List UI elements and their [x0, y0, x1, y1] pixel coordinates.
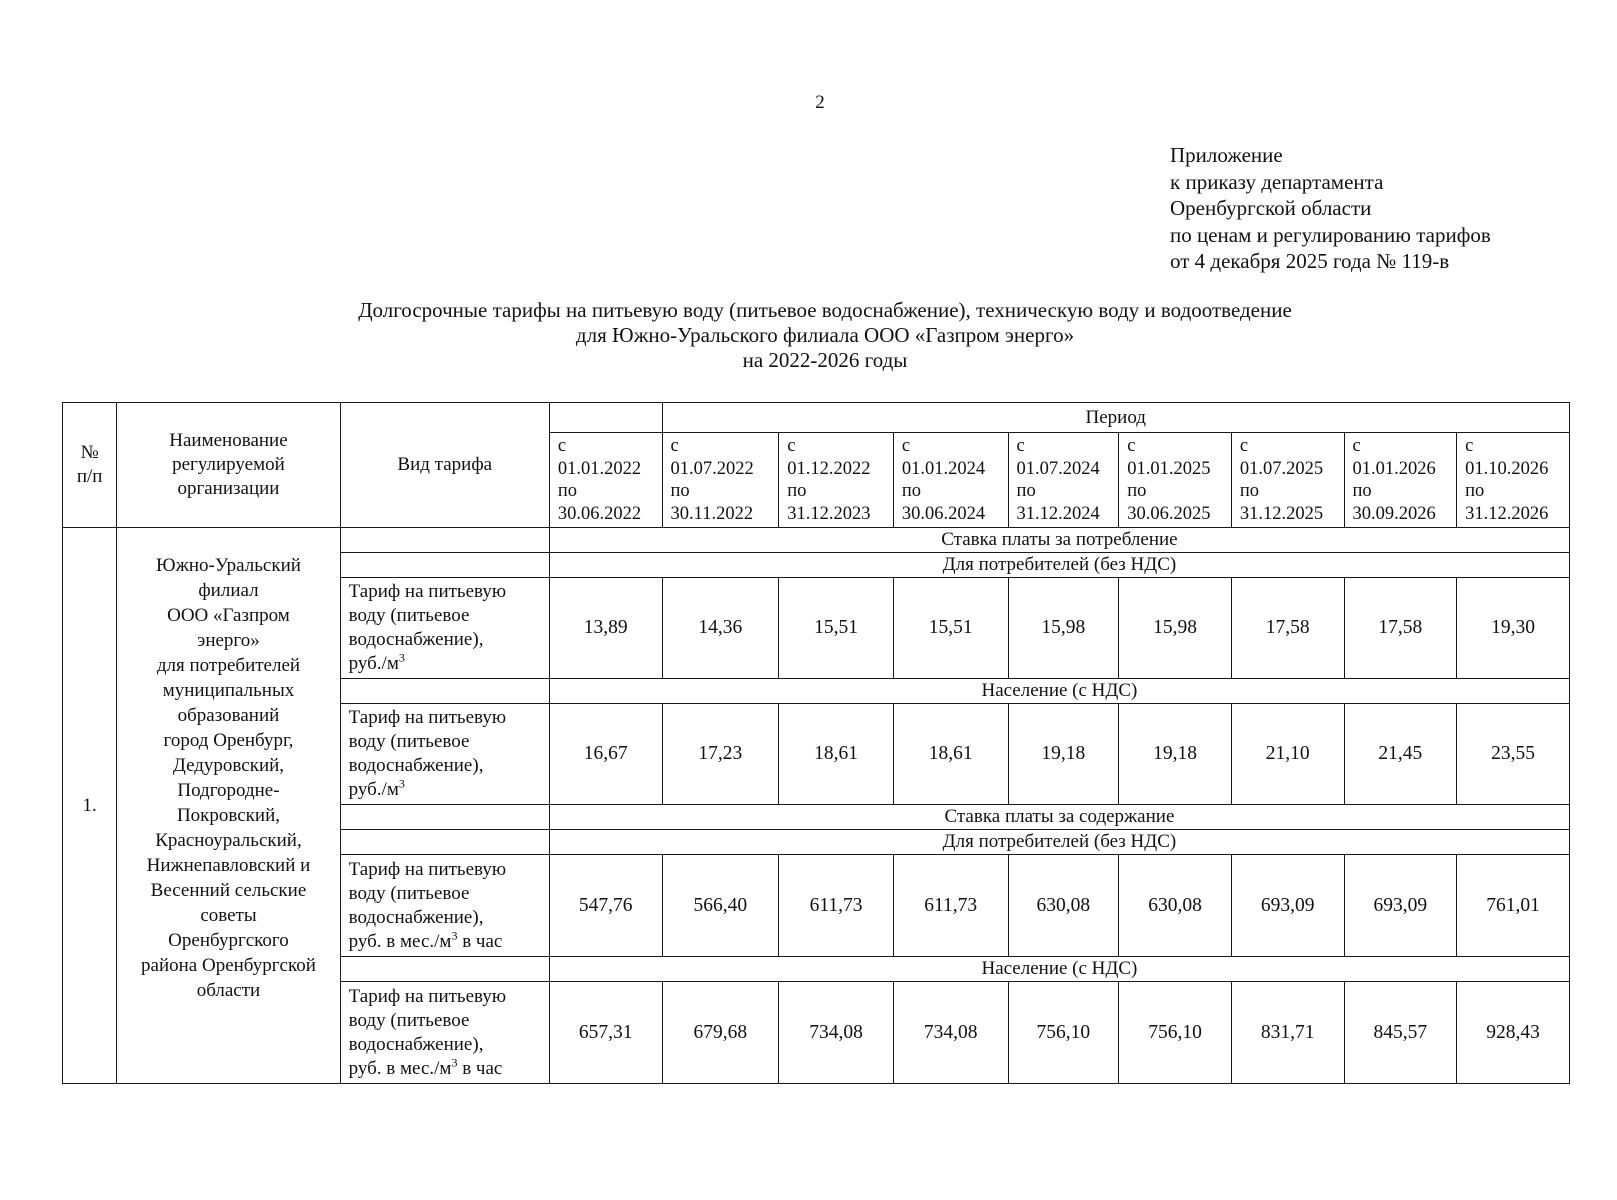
- tariff-value: 679,68: [662, 982, 779, 1084]
- tariff-value: 18,61: [893, 704, 1008, 805]
- tariff-value: 17,58: [1344, 578, 1457, 679]
- consumer-group-title: Для потребителей (без НДС): [549, 830, 1569, 855]
- tariff-value: 831,71: [1231, 982, 1344, 1084]
- header-tariff-kind: Вид тарифа: [340, 403, 549, 528]
- period-from: 01.12.2022: [787, 458, 871, 479]
- unit-superscript: 3: [398, 650, 405, 665]
- title-line: для Южно-Уральского филиала ООО «Газпром энерго»: [575, 323, 1075, 347]
- tariff-kind: [340, 855, 549, 957]
- period-to: 31.12.2023: [787, 503, 871, 524]
- tariff-value: 18,61: [779, 704, 894, 805]
- header-number: [63, 403, 117, 528]
- tariff-kind-line: воду (питьевое: [348, 731, 470, 752]
- tariff-value: 21,45: [1344, 704, 1457, 805]
- organization-line: района Оренбургской: [141, 954, 316, 976]
- unit-prefix: руб./м: [348, 779, 399, 800]
- appendix-block: [1170, 142, 1491, 275]
- tariff-unit: [349, 652, 545, 676]
- header-number-line: №: [80, 442, 99, 463]
- section-blank-cell: [340, 805, 549, 830]
- tariff-value: 15,98: [1119, 578, 1232, 679]
- period-to-prefix: по: [901, 481, 922, 501]
- period-to-prefix: по: [787, 481, 807, 501]
- period-to-prefix: по: [1239, 481, 1259, 501]
- organization-line: образований: [177, 704, 280, 726]
- period-to: 31.12.2024: [1016, 503, 1100, 524]
- organization-line: энерго»: [197, 629, 260, 651]
- organization-line: муниципальных: [162, 679, 295, 701]
- period-header-3: [779, 433, 894, 528]
- consumer-group-title: Население (с НДС): [549, 957, 1569, 982]
- tariff-value: 14,36: [662, 578, 779, 679]
- header-organization-line: организации: [177, 478, 280, 499]
- title-line: Долгосрочные тарифы на питьевую воду (питьевое водоснабжение), техническую воду и водоотведение: [358, 298, 1292, 322]
- tariff-value: 756,10: [1008, 982, 1119, 1084]
- unit-superscript: 3: [398, 776, 405, 791]
- tariff-kind: [340, 578, 549, 679]
- header-period-blank: [549, 403, 662, 433]
- tariff-value: 19,30: [1457, 578, 1570, 679]
- tariff-kind-line: Тариф на питьевую: [348, 707, 507, 728]
- period-from-prefix: с: [787, 436, 796, 456]
- period-from-prefix: с: [557, 436, 567, 456]
- header-organization: [117, 403, 340, 528]
- organization-line: для потребителей: [156, 654, 301, 676]
- tariff-value: 630,08: [1119, 855, 1232, 957]
- tariff-value: 693,09: [1344, 855, 1457, 957]
- period-header-6: [1119, 433, 1232, 528]
- period-from-prefix: с: [670, 436, 679, 456]
- tariff-value: 845,57: [1344, 982, 1457, 1084]
- header-organization-line: регулируемой: [172, 454, 285, 475]
- organization-line: Подгородне-: [177, 779, 280, 801]
- tariff-kind-line: водоснабжение),: [348, 906, 484, 928]
- appendix-line: Оренбургской области: [1170, 196, 1372, 220]
- tariff-value: 17,23: [662, 704, 779, 805]
- unit-prefix: руб. в мес./м: [348, 930, 452, 952]
- tariff-value: 734,08: [893, 982, 1008, 1084]
- group-blank-cell: [340, 553, 549, 578]
- tariff-value: 761,01: [1457, 855, 1570, 957]
- period-from-prefix: с: [901, 436, 911, 456]
- tariff-value: 19,18: [1008, 704, 1119, 805]
- tariff-kind: [340, 704, 549, 805]
- period-to: 31.12.2025: [1239, 503, 1324, 524]
- tariff-value: 19,18: [1119, 704, 1232, 805]
- unit-prefix: руб./м: [348, 653, 399, 674]
- period-to-prefix: по: [1465, 481, 1485, 501]
- title-line: на 2022-2026 годы: [742, 348, 908, 372]
- document-title: [0, 298, 1617, 373]
- period-from: 01.07.2022: [670, 458, 754, 479]
- tariff-value: 928,43: [1457, 982, 1570, 1084]
- group-blank-cell: [340, 957, 549, 982]
- period-to: 30.06.2022: [557, 503, 642, 524]
- period-header-9: [1457, 433, 1570, 528]
- section-title: Ставка платы за содержание: [549, 805, 1569, 830]
- period-to-prefix: по: [557, 481, 578, 501]
- period-from-prefix: с: [1239, 436, 1249, 456]
- tariff-value: 611,73: [779, 855, 894, 957]
- period-from: 01.01.2022: [557, 458, 642, 479]
- tariff-value: 547,76: [549, 855, 662, 957]
- unit-suffix: в час: [457, 930, 503, 952]
- tariff-kind-line: водоснабжение),: [348, 1033, 484, 1055]
- tariff-kind-line: воду (питьевое: [348, 882, 470, 904]
- tariff-value: 15,51: [779, 578, 894, 679]
- tariff-unit: [349, 1057, 545, 1081]
- tariff-value: 21,10: [1231, 704, 1344, 805]
- period-header-7: [1231, 433, 1344, 528]
- tariff-value: 566,40: [662, 855, 779, 957]
- organization-line: Нижнепавловский и: [146, 854, 311, 876]
- section-row: [63, 528, 1570, 553]
- organization-spacer: [119, 1003, 337, 1059]
- tariff-unit: [349, 778, 545, 802]
- organization-line: советы: [200, 904, 257, 926]
- period-to: 30.06.2024: [901, 503, 986, 524]
- organization-line: Красноуральский,: [155, 829, 302, 851]
- organization-line: город Оренбург,: [163, 729, 294, 751]
- unit-suffix: в час: [457, 1057, 503, 1079]
- period-from: 01.01.2025: [1127, 458, 1211, 479]
- tariff-value: 734,08: [779, 982, 894, 1084]
- period-from: 01.01.2024: [901, 458, 986, 479]
- tariff-value: 16,67: [549, 704, 662, 805]
- organization-line: ООО «Газпром: [167, 604, 290, 626]
- period-from-prefix: с: [1127, 436, 1136, 456]
- tariff-value: 13,89: [549, 578, 662, 679]
- header-period: Период: [662, 403, 1569, 433]
- tariff-value: 17,58: [1231, 578, 1344, 679]
- period-to: 30.11.2022: [670, 503, 754, 524]
- tariff-kind-line: воду (питьевое: [348, 605, 470, 626]
- period-header-8: [1344, 433, 1457, 528]
- period-to: 30.06.2025: [1127, 503, 1211, 524]
- consumer-group-title: Население (с НДС): [549, 679, 1569, 704]
- period-to-prefix: по: [1016, 481, 1036, 501]
- tariff-value: 15,51: [893, 578, 1008, 679]
- row-number: 1.: [63, 528, 117, 1084]
- appendix-line: Приложение: [1170, 143, 1283, 167]
- organization-name: [117, 528, 340, 1084]
- header-number-line: п/п: [76, 466, 103, 487]
- tariff-unit: [349, 930, 545, 954]
- period-to: 30.09.2026: [1352, 503, 1436, 524]
- organization-line: Весенний сельские: [150, 879, 307, 901]
- section-title: Ставка платы за потребление: [549, 528, 1569, 553]
- tariff-value: 657,31: [549, 982, 662, 1084]
- consumer-group-title: Для потребителей (без НДС): [549, 553, 1569, 578]
- tariff-value: 23,55: [1457, 704, 1570, 805]
- period-from-prefix: с: [1016, 436, 1025, 456]
- period-to-prefix: по: [1352, 481, 1372, 501]
- period-from: 01.10.2026: [1465, 458, 1549, 479]
- organization-line: Оренбургского: [168, 929, 289, 951]
- appendix-line: по ценам и регулированию тарифов: [1170, 222, 1491, 247]
- organization-line: Покровский,: [176, 804, 280, 826]
- tariff-kind-line: Тариф на питьевую: [348, 985, 507, 1007]
- unit-superscript: 3: [451, 1055, 458, 1070]
- tariff-value: 693,09: [1231, 855, 1344, 957]
- period-from: 01.07.2024: [1016, 458, 1100, 479]
- tariff-value: 15,98: [1008, 578, 1119, 679]
- period-from: 01.07.2025: [1239, 458, 1324, 479]
- organization-line: Дедуровский,: [172, 754, 285, 776]
- appendix-line: от 4 декабря 2025 года № 119-в: [1170, 249, 1450, 273]
- tariff-value: 756,10: [1119, 982, 1232, 1084]
- unit-superscript: 3: [451, 928, 458, 943]
- period-to-prefix: по: [1127, 481, 1147, 501]
- tariff-kind-line: Тариф на питьевую: [348, 581, 507, 602]
- period-from-prefix: с: [1465, 436, 1474, 456]
- period-header-5: [1008, 433, 1119, 528]
- tariff-value: 611,73: [893, 855, 1008, 957]
- tariff-kind-line: воду (питьевое: [348, 1009, 470, 1031]
- tariff-kind-line: водоснабжение),: [348, 629, 484, 650]
- organization-line: филиал: [198, 579, 259, 601]
- appendix-line: к приказу департамента: [1170, 169, 1384, 194]
- tariff-table: [62, 402, 1570, 1084]
- tariff-value: 630,08: [1008, 855, 1119, 957]
- group-blank-cell: [340, 830, 549, 855]
- period-header-1: [549, 433, 662, 528]
- page-number: 2: [815, 92, 825, 113]
- organization-line: Южно-Уральский: [156, 554, 301, 576]
- period-to: 31.12.2026: [1465, 503, 1549, 524]
- period-from-prefix: с: [1352, 436, 1361, 456]
- tariff-kind: [340, 982, 549, 1084]
- period-header-2: [662, 433, 779, 528]
- unit-prefix: руб. в мес./м: [348, 1057, 452, 1079]
- tariff-kind-line: Тариф на питьевую: [348, 858, 507, 880]
- header-organization-line: Наименование: [169, 430, 288, 451]
- period-header-4: [893, 433, 1008, 528]
- organization-line: области: [196, 979, 261, 1001]
- section-blank-cell: [340, 528, 549, 553]
- group-blank-cell: [340, 679, 549, 704]
- tariff-kind-line: водоснабжение),: [348, 755, 484, 776]
- period-from: 01.01.2026: [1352, 458, 1436, 479]
- period-to-prefix: по: [670, 481, 690, 501]
